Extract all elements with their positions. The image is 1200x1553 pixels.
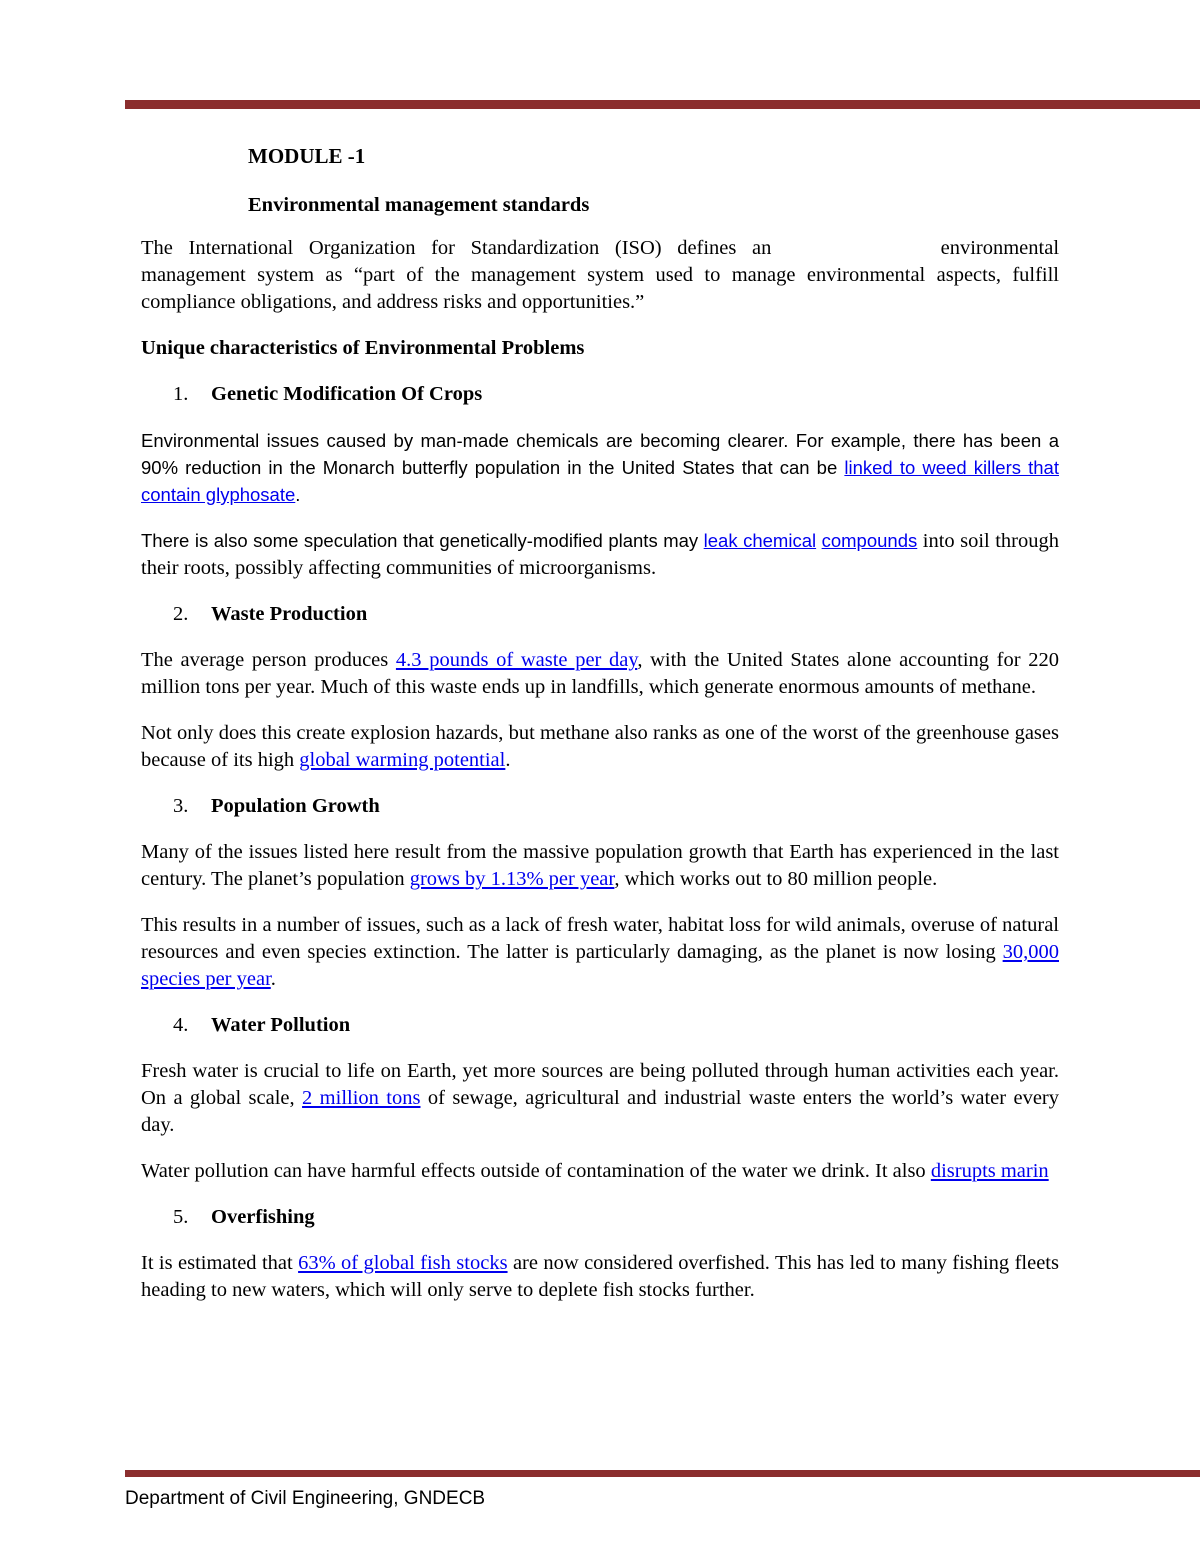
item-2-p2-text: Not only does this create explosion hazards, but methane also ranks as one of the worst of the greenhouse gases because of its high	[141, 722, 1059, 771]
item-1-title: Genetic Modification Of Crops	[211, 383, 483, 405]
intro-line-1-start: The International Organization for Standardization (ISO) defines an	[141, 237, 772, 259]
section-heading: Unique characteristics of Environmental Problems	[141, 337, 585, 359]
item-2-number: 2.	[173, 603, 189, 625]
link-global-warming-potential[interactable]: global warming potential	[299, 749, 506, 771]
link-glyphosate[interactable]: linked to weed killers that contain glyphosate	[141, 457, 1059, 505]
item-5-paragraph-1	[141, 1250, 1059, 1304]
page-footer: Department of Civil Engineering, GNDECB	[125, 1488, 486, 1509]
item-2-p1-text: The average person produces	[141, 649, 396, 671]
link-population-growth-rate[interactable]: grows by 1.13% per year	[409, 868, 615, 890]
item-1-p2-text: There is also some speculation that genetically-modified plants may	[141, 530, 704, 551]
item-4-heading	[173, 1012, 1059, 1039]
link-compounds[interactable]: compounds	[821, 530, 918, 551]
item-3-paragraph-2	[141, 912, 1059, 993]
item-2-p1-end: , with the United States alone accounting for 220 million tons per year. Much of this waste ends up in landfills, which generate enormous amounts of methane.	[141, 649, 1059, 698]
item-1-p2-end: into soil through their roots, possibly affecting communities of microorganisms.	[141, 530, 1060, 579]
link-waste-per-day[interactable]: 4.3 pounds of waste per day	[395, 649, 638, 671]
intro-line-1-end: environmental	[940, 237, 1060, 259]
intro-paragraph	[141, 235, 1059, 316]
item-3-heading	[173, 793, 1059, 820]
item-4-title: Water Pollution	[211, 1014, 351, 1036]
item-1-paragraph-2	[141, 527, 1059, 582]
item-5-title: Overfishing	[211, 1206, 315, 1228]
item-2-heading	[173, 601, 1059, 628]
item-4-number: 4.	[173, 1014, 189, 1036]
item-3-p2-text: This results in a number of issues, such as a lack of fresh water, habitat loss for wild animals, overuse of natural resources and even species extinction. The latter is particularly damaging, as the planet is now losing	[141, 914, 1059, 963]
item-2-p2-end: .	[505, 749, 511, 771]
header-rule	[125, 100, 1200, 109]
item-1-number: 1.	[173, 383, 189, 405]
link-million-tons[interactable]: 2 million tons	[302, 1087, 421, 1109]
item-1-heading	[173, 381, 1059, 408]
item-5-p1-text: It is estimated that	[141, 1252, 299, 1274]
item-4-paragraph-1	[141, 1058, 1059, 1139]
item-1-p1-end: .	[295, 484, 301, 505]
module-title: MODULE -1	[248, 144, 366, 168]
document-body	[141, 136, 1059, 1323]
item-4-p1-text: Fresh water is crucial to life on Earth, yet more sources are being polluted through human activities each year. On a global scale,	[141, 1060, 1059, 1109]
item-5-number: 5.	[173, 1206, 189, 1228]
item-2-paragraph-1	[141, 647, 1059, 701]
link-species-per-year[interactable]: 30,000 species per year	[141, 941, 1059, 990]
item-1-p1-text: Environmental issues caused by man-made chemicals are becoming clearer. For example, there has been a 90% reduction in the Monarch butterfly population in the United States that can be	[141, 430, 1059, 478]
item-4-p1-end: of sewage, agricultural and industrial waste enters the world’s water every day.	[141, 1087, 1060, 1136]
document-subtitle: Environmental management standards	[248, 194, 590, 216]
item-3-number: 3.	[173, 795, 189, 817]
item-3-p1-text: Many of the issues listed here result from the massive population growth that Earth has experienced in the last century. The planet’s population	[141, 841, 1059, 890]
item-3-p1-end: , which works out to 80 million people.	[614, 868, 938, 890]
item-3-paragraph-1	[141, 839, 1059, 893]
item-2-paragraph-2	[141, 720, 1059, 774]
item-3-p2-end: .	[270, 968, 276, 990]
link-disrupts-marin[interactable]: disrupts marin	[930, 1160, 1049, 1182]
link-fish-stocks[interactable]: 63% of global fish stocks	[298, 1252, 508, 1274]
item-1-paragraph-1	[141, 427, 1059, 508]
intro-rest: management system as “part of the management system used to manage environmental aspects, fulfill compliance obligations, and address risks and opportunities.”	[141, 264, 1059, 313]
footer-rule	[125, 1470, 1200, 1477]
item-4-paragraph-2	[141, 1158, 1059, 1185]
item-3-title: Population Growth	[211, 795, 380, 817]
item-5-heading	[173, 1204, 1059, 1231]
link-leak-chemical[interactable]: leak chemical	[703, 530, 817, 551]
item-2-title: Waste Production	[211, 603, 368, 625]
item-4-p2-text: Water pollution can have harmful effects outside of contamination of the water we drink. It also	[141, 1160, 931, 1182]
item-5-p1-end: are now considered overfished. This has led to many fishing fleets heading to new waters, which will only serve to deplete fish stocks further.	[141, 1252, 1059, 1301]
intro-line-1	[141, 235, 1059, 262]
